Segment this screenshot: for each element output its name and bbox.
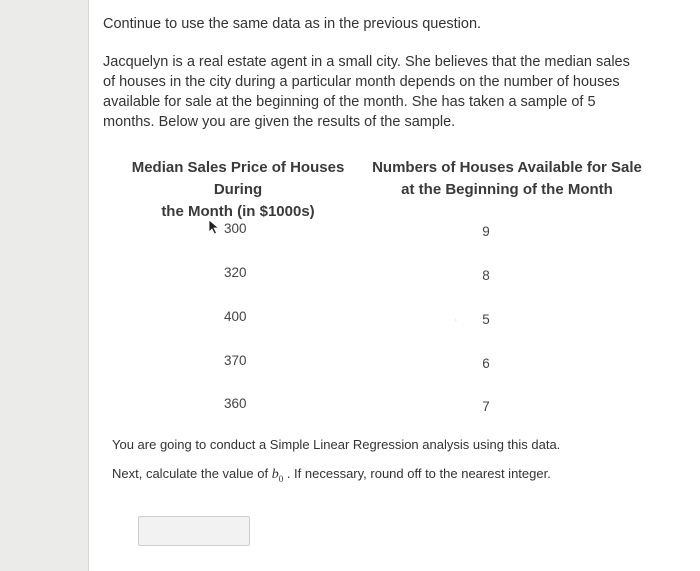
instruction-text-before: Next, calculate the value of	[112, 466, 272, 481]
price-cell-3: 400	[224, 309, 247, 324]
price-cell-2: 320	[224, 265, 247, 280]
answer-input[interactable]	[138, 516, 250, 546]
b0-symbol	[272, 467, 284, 482]
column-header-houses-line1: Numbers of Houses Available for Sale	[372, 159, 642, 176]
price-cell-4: 370	[224, 353, 247, 368]
price-cell-1: 300	[224, 221, 247, 236]
column-header-houses	[362, 157, 652, 201]
houses-cell-1: 9	[482, 224, 490, 239]
column-header-price	[108, 157, 368, 223]
instruction-line-1: You are going to conduct a Simple Linear Regression analysis using this data.	[112, 437, 561, 452]
intro-text: Continue to use the same data as in the previous question.	[103, 16, 482, 32]
price-cell-5: 360	[224, 396, 247, 411]
instruction-line-2	[112, 466, 551, 484]
houses-cell-5: 7	[482, 399, 490, 414]
column-header-price-line2: the Month (in $1000s)	[161, 203, 315, 220]
stray-mark: ‘	[455, 318, 457, 327]
instruction-text-after: . If necessary, round off to the nearest integer.	[283, 466, 551, 481]
column-header-houses-line2: at the Beginning of the Month	[401, 181, 613, 198]
b-subscript: 0	[278, 473, 284, 484]
problem-paragraph: Jacquelyn is a real estate agent in a small city. She believes that the median sales of houses in the city during a particular month depends on the number of houses available for sale at the beginning of the month. She has taken a sample of 5 months. Below you are given the results of the sample.	[103, 54, 630, 130]
b-symbol: b	[271, 467, 279, 482]
houses-cell-4: 6	[482, 356, 490, 371]
mouse-pointer-icon	[208, 219, 222, 235]
houses-cell-3: 5	[482, 312, 490, 327]
houses-cell-2: 8	[482, 268, 490, 283]
column-header-price-line1: Median Sales Price of Houses During	[131, 159, 345, 198]
